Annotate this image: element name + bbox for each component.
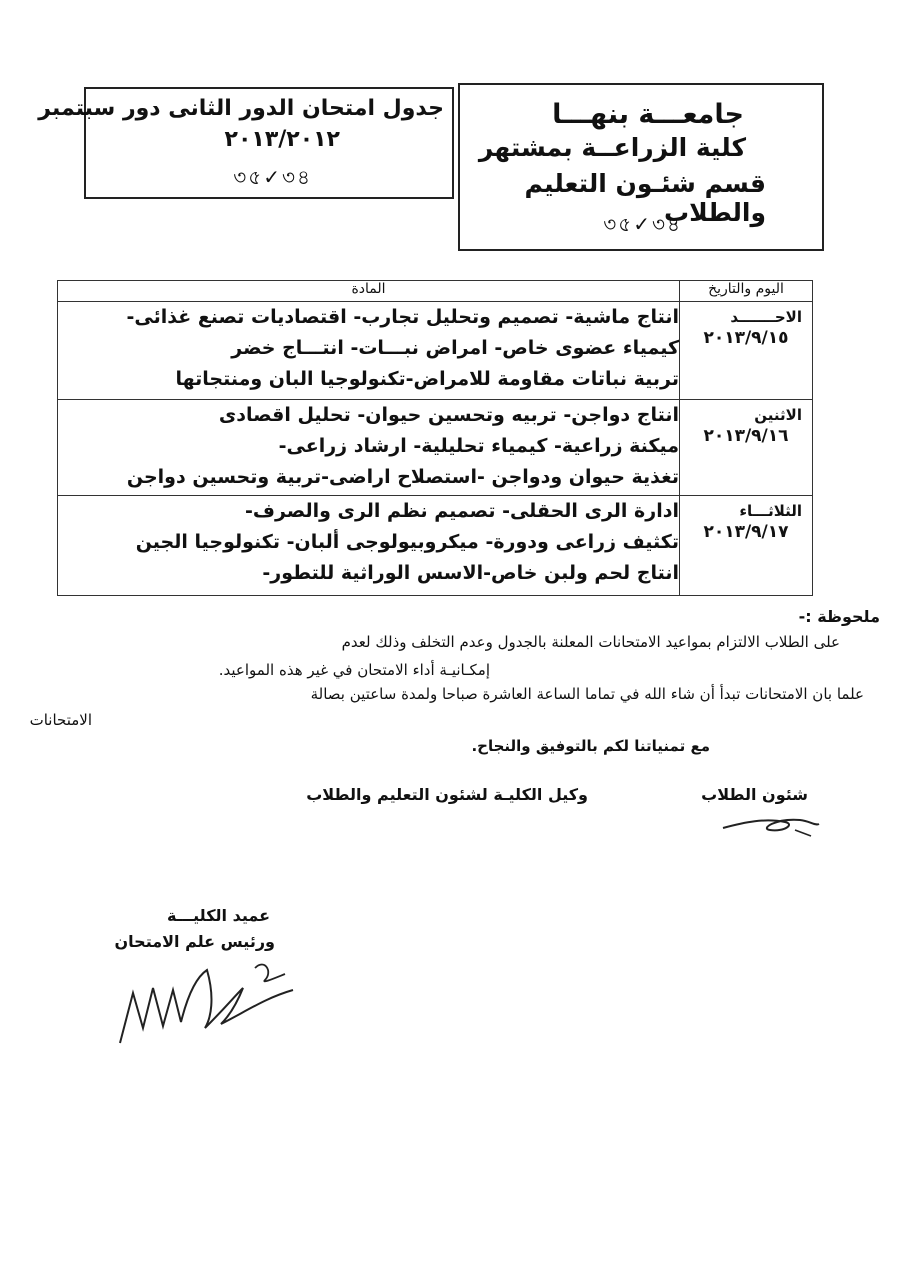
exam-date: ٢٠١٣/٩/١٥ (703, 328, 789, 348)
dean-signature-icon (115, 948, 305, 1048)
subject-line: تكثيف زراعى ودورة- ميكروبيولوجى ألبان- تكنولوجيا الجين (135, 531, 679, 553)
university-name: جامعـــة بنهـــا (552, 99, 744, 130)
day-name: الاحـــــــد (730, 308, 802, 326)
subject-line: كيمياء عضوى خاص- امراض نبـــات- انتـــاج خضر (231, 337, 679, 359)
note-line: الامتحانات (29, 711, 92, 729)
ornament-icon: ৩৫✓৩৪ (603, 212, 682, 236)
exam-date: ٢٠١٣/٩/١٦ (703, 426, 789, 446)
subject-line: تربية نباتات مقاومة للامراض-تكنولوجيا البان ومنتجاتها (175, 368, 679, 390)
closing-line: مع تمنياتنا لكم بالتوفيق والنجاح. (471, 737, 710, 755)
note-line: إمكـانيـة أداء الامتحان في غير هذه المواعيد. (218, 661, 490, 679)
subject-line: تغذية حيوان ودواجن -استصلاح اراضى-تربية وتحسين دواجن (126, 466, 679, 488)
vice-dean-label: وكيل الكليـة لشئون التعليم والطلاب (306, 785, 588, 804)
table-row (58, 302, 813, 400)
faculty-header-box (458, 83, 824, 251)
day-date-header: اليوم والتاريخ (680, 281, 813, 302)
faculty-name: كلية الزراعــة بمشتهر (478, 133, 746, 162)
day-name: الاثنين (754, 406, 802, 424)
schedule-title-box (38, 87, 454, 199)
subject-header: المادة (58, 281, 680, 302)
subject-line: ادارة الرى الحقلى- تصميم نظم الرى والصرف- (244, 500, 679, 522)
committee-head-label: ورئيس علم الامتحان (114, 932, 275, 951)
note-line: علما بان الامتحانات تبدأ أن شاء الله في تماما الساعة العاشرة صباحا ولمدة ساعتين بصالة (310, 685, 864, 703)
subject-line: انتاج لحم ولبن خاص-الاسس الوراثية للتطور- (262, 562, 679, 584)
table-header-row (58, 281, 813, 302)
dean-label: عميد الكليـــة (167, 906, 270, 925)
subject-line: انتاج ماشية- تصميم وتحليل تجارب- اقتصاديات تصنع غذائى- (126, 306, 679, 328)
table-row (58, 496, 813, 596)
ornament-icon: ৩৫✓৩৪ (233, 165, 312, 189)
day-name: الثلاثـــاء (739, 502, 802, 520)
student-affairs-signature-icon (715, 800, 825, 845)
student-affairs-label: شئون الطلاب (701, 785, 808, 804)
table-row (58, 400, 813, 496)
subject-line: ميكنة زراعية- كيمياء تحليلية- ارشاد زراعى- (278, 435, 679, 457)
note-line: على الطلاب الالتزام بمواعيد الامتحانات المعلنة بالجدول وعدم التخلف وذلك لعدم (341, 633, 840, 651)
schedule-title: جدول امتحان الدور الثانى دور سبتمبر (38, 96, 444, 121)
department-name: قسم شئـون التعليم والطلاب (524, 169, 766, 227)
exam-date: ٢٠١٣/٩/١٧ (703, 522, 789, 542)
exam-schedule-table (57, 280, 813, 596)
academic-year: ٢٠١٣/٢٠١٢ (224, 127, 340, 152)
notes-title: ملحوظة :- (798, 607, 880, 626)
subject-line: انتاج دواجن- تربيه وتحسين حيوان- تحليل اقصادى (218, 404, 679, 426)
